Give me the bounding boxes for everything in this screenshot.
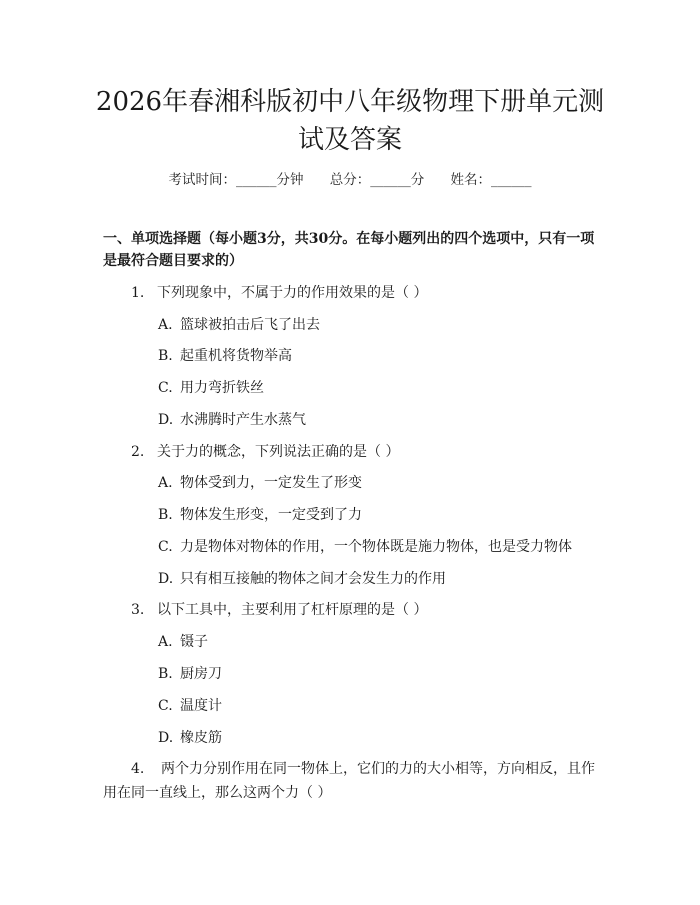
exam-title xyxy=(60,83,640,159)
option-label: A. xyxy=(158,475,173,491)
question-text: 下列现象中，不属于力的作用效果的是（ ） xyxy=(157,285,428,301)
option-text: 起重机将货物举高 xyxy=(180,348,292,364)
option-item xyxy=(158,663,222,683)
option-item xyxy=(158,472,362,492)
option-label: B. xyxy=(158,666,173,682)
option-label: D. xyxy=(158,730,174,746)
option-text: 物体受到力，一定发生了形变 xyxy=(180,475,362,491)
option-label: B. xyxy=(158,348,173,364)
option-text: 水沸腾时产生水蒸气 xyxy=(180,412,306,428)
option-text: 橡皮筋 xyxy=(180,730,222,746)
option-item xyxy=(158,727,222,747)
option-label: C. xyxy=(158,380,173,396)
option-label: D. xyxy=(158,571,174,587)
question-3 xyxy=(131,599,427,619)
question-text: 以下工具中，主要利用了杠杆原理的是（ ） xyxy=(157,602,428,618)
option-label: B. xyxy=(158,507,173,523)
option-item xyxy=(158,377,264,397)
option-text: 物体发生形变，一定受到了力 xyxy=(180,507,362,523)
option-item xyxy=(158,695,222,715)
exam-info-line xyxy=(0,168,700,188)
question-number: 2. xyxy=(131,444,145,460)
question-number: 1. xyxy=(131,285,145,301)
option-label: C. xyxy=(158,539,173,555)
exam-time-field: 考试时间：______分钟 xyxy=(168,172,304,188)
question-4 xyxy=(103,757,603,805)
question-text: 两个力分别作用在同一物体上，它们的力的大小相等，方向相反，且作用在同一直线上，那么这两个力（ ） xyxy=(103,761,595,801)
student-name-field: 姓名：______ xyxy=(450,172,532,188)
option-label: A. xyxy=(158,317,173,333)
question-number: 4. xyxy=(131,761,145,777)
option-text: 厨房刀 xyxy=(180,666,222,682)
option-item xyxy=(158,536,572,556)
option-item xyxy=(158,314,320,334)
option-text: 温度计 xyxy=(180,698,222,714)
option-text: 用力弯折铁丝 xyxy=(180,380,264,396)
question-1 xyxy=(131,282,427,302)
option-label: C. xyxy=(158,698,173,714)
section-heading: 一、单项选择题（每小题3分，共30分。在每小题列出的四个选项中，只有一项是最符合题目要求的） xyxy=(103,231,595,269)
option-label: D. xyxy=(158,412,174,428)
option-item xyxy=(158,631,208,651)
exam-title-line2: 试及答案 xyxy=(297,125,402,155)
option-text: 篮球被拍击后飞了出去 xyxy=(180,317,320,333)
option-label: A. xyxy=(158,634,173,650)
option-item xyxy=(158,568,446,588)
option-item xyxy=(158,409,306,429)
option-item xyxy=(158,504,362,524)
question-number: 3. xyxy=(131,602,145,618)
option-text: 镊子 xyxy=(180,634,208,650)
question-text: 关于力的概念，下列说法正确的是（ ） xyxy=(157,444,400,460)
total-score-field: 总分：______分 xyxy=(329,172,425,188)
option-text: 只有相互接触的物体之间才会发生力的作用 xyxy=(180,571,446,587)
option-text: 力是物体对物体的作用，一个物体既是施力物体，也是受力物体 xyxy=(180,539,572,555)
exam-title-line1: 2026年春湘科版初中八年级物理下册单元测 xyxy=(95,87,605,117)
question-2 xyxy=(131,441,399,461)
option-item xyxy=(158,345,292,365)
